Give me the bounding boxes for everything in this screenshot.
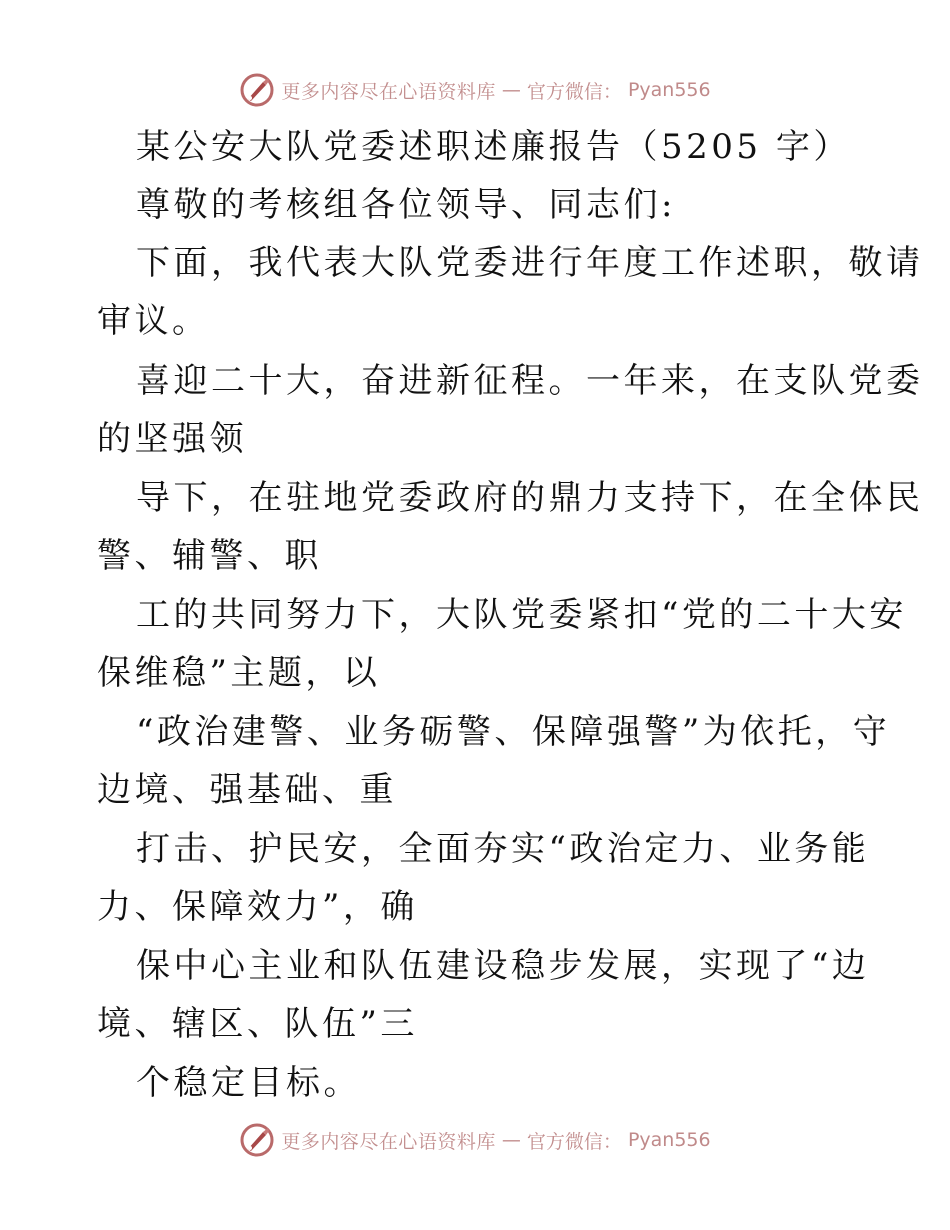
paragraph-line: 打击、护民安，全面夯实“政治定力、业务能 xyxy=(136,829,870,869)
watermark-banner-bottom xyxy=(0,1120,950,1160)
paragraph-line: 的坚强领 xyxy=(97,419,247,459)
paragraph-line: “政治建警、业务砺警、保障强警”为依托，守 xyxy=(136,712,891,752)
watermark-separator: — xyxy=(501,79,521,101)
watermark-site-text: 更多内容尽在心语资料库 xyxy=(281,80,496,103)
paragraph-line: 审议。 xyxy=(97,301,210,341)
paragraph-line: 喜迎二十大，奋进新征程。一年来，在支队党委 xyxy=(136,361,924,401)
watermark-site-text: 更多内容尽在心语资料库 xyxy=(281,1130,496,1153)
pen-quill-logo-icon xyxy=(239,1122,275,1158)
paragraph-line: 导下，在驻地党委政府的鼎力支持下，在全体民 xyxy=(136,478,924,518)
watermark-separator: — xyxy=(501,1129,521,1151)
paragraph-line: 工的共同努力下，大队党委紧扣“党的二十大安 xyxy=(136,595,907,635)
watermark-wechat-id: Pyan556 xyxy=(627,1129,711,1151)
paragraph-line: 个稳定目标。 xyxy=(136,1063,361,1103)
paragraph-line: 边境、强基础、重 xyxy=(97,770,397,810)
paragraph-line: 下面，我代表大队党委进行年度工作述职，敬请 xyxy=(136,243,924,283)
paragraph-line: 保维稳”主题，以 xyxy=(97,653,381,693)
document-title: 某公安大队党委述职述廉报告（5205 字） xyxy=(136,127,851,167)
paragraph-line: 力、保障效力”，确 xyxy=(97,887,418,927)
paragraph-line: 警、辅警、职 xyxy=(97,536,322,576)
paragraph-line: 境、辖区、队伍”三 xyxy=(97,1004,418,1044)
paragraph-line: 保中心主业和队伍建设稳步发展，实现了“边 xyxy=(136,946,870,986)
salutation-line: 尊敬的考核组各位领导、同志们: xyxy=(136,185,676,225)
watermark-wechat-id: Pyan556 xyxy=(627,79,711,101)
watermark-wechat-label: 官方微信： xyxy=(526,1130,622,1153)
watermark-wechat-label: 官方微信： xyxy=(526,80,622,103)
